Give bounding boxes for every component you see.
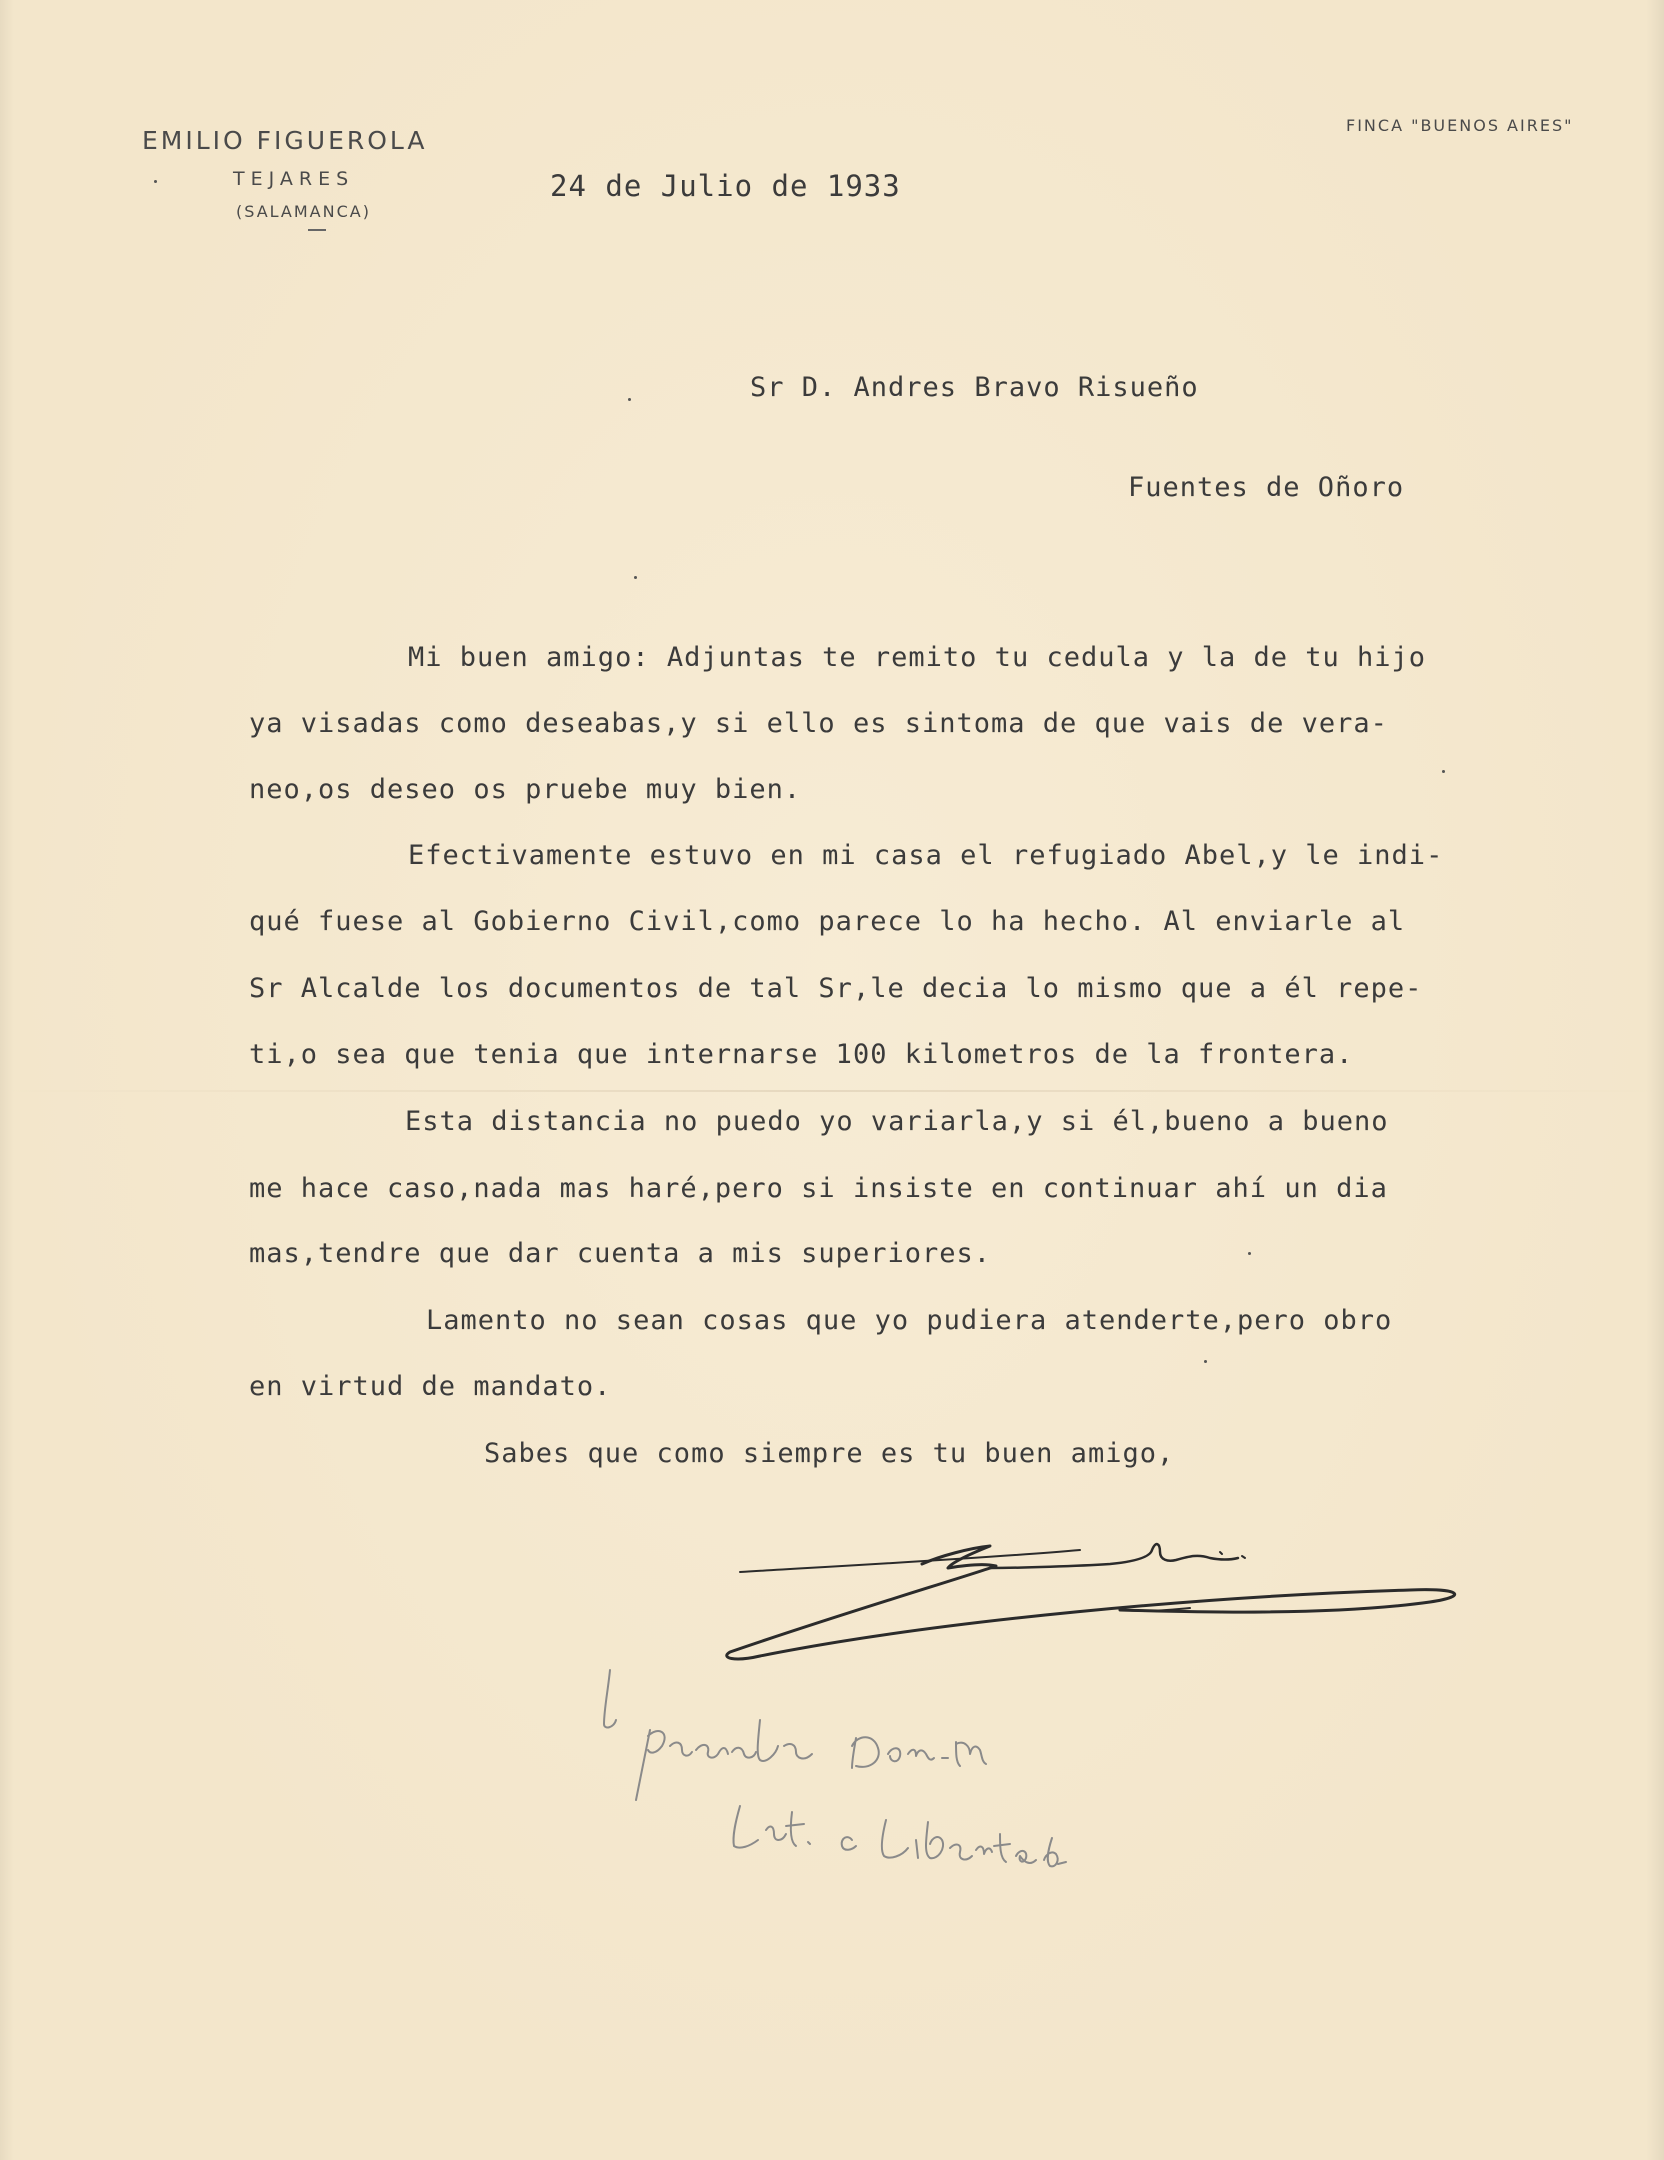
body-line: ya visadas como deseabas,y si ello es sintoma de que vais de vera- [249, 708, 1388, 739]
body-line: ti,o sea que tenia que internarse 100 kilometros de la frontera. [249, 1039, 1354, 1070]
body-line: mas,tendre que dar cuenta a mis superiores. [249, 1238, 991, 1269]
letter-addressee: Sr D. Andres Bravo Risueño [750, 372, 1199, 403]
body-line: Esta distancia no puedo yo variarla,y si él,bueno a bueno [405, 1106, 1389, 1137]
body-line: me hace caso,nada mas haré,pero si insiste en continuar ahí un dia [249, 1173, 1388, 1204]
body-line: neo,os deseo os pruebe muy bien. [249, 774, 802, 805]
paper-fold-line [0, 1090, 1664, 1092]
letter-date: 24 de Julio de 1933 [550, 169, 901, 203]
letterhead-divider [308, 229, 326, 231]
ink-speck [1204, 1360, 1207, 1363]
body-line: Mi buen amigo: Adjuntas te remito tu cedula y la de tu hijo [408, 642, 1427, 673]
ink-speck [1248, 1252, 1251, 1255]
ink-speck [1442, 770, 1445, 773]
letter-place: Fuentes de Oñoro [1128, 472, 1405, 503]
body-line: qué fuese al Gobierno Civil,como parece lo ha hecho. Al enviarle al [249, 906, 1406, 937]
ink-speck [634, 576, 637, 579]
body-line: Lamento no sean cosas que yo pudiera atenderte,pero obro [426, 1305, 1393, 1336]
body-line: en virtud de mandato. [249, 1371, 612, 1402]
ink-speck [628, 398, 631, 401]
letterhead-name: EMILIO FIGUEROLA [142, 126, 428, 155]
letterhead-estate: FINCA "BUENOS AIRES" [1346, 116, 1574, 135]
closing-line: Sabes que como siempre es tu buen amigo, [484, 1438, 1175, 1469]
body-line: Sr Alcalde los documentos de tal Sr,le decia lo mismo que a él repe- [249, 973, 1423, 1004]
ink-speck [154, 180, 157, 183]
body-line: Efectivamente estuvo en mi casa el refugiado Abel,y le indi- [408, 840, 1444, 871]
letterhead-city: TEJARES [233, 168, 355, 190]
letterhead-province: (SALAMANCA) [236, 202, 371, 221]
pencil-annotation-icon [590, 1650, 1110, 1920]
